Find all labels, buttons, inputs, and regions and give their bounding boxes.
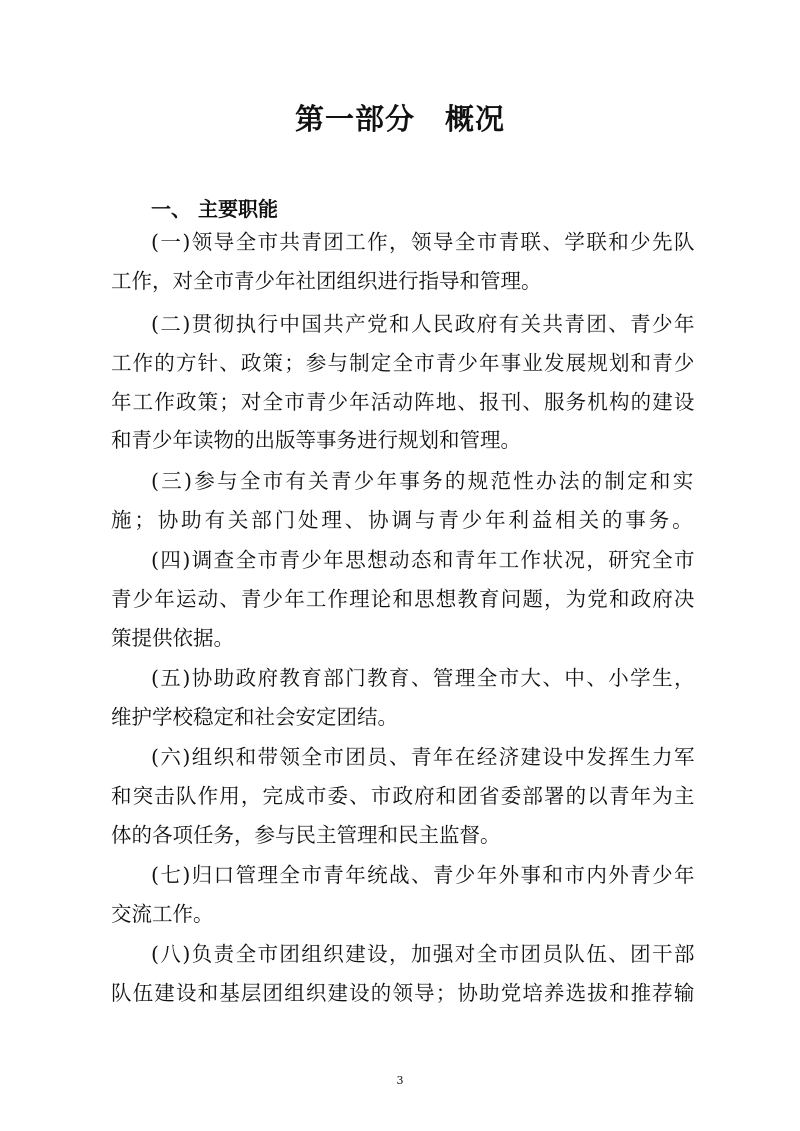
paragraph-2-line-4: 和青少年读物的出版等事务进行规划和管理。	[111, 428, 521, 452]
paragraph-5-line-1: (五)协助政府教育部门教育、管理全市大、中、小学生，	[151, 666, 696, 690]
paragraph-4-line-2: 青少年运动、青少年工作理论和思想教育问题，为党和政府决	[111, 587, 696, 611]
paragraph-8-line-1: (八)负责全市团组织建设，加强对全市团员队伍、团干部	[151, 942, 696, 966]
paragraph-5-line-2: 维护学校稳定和社会安定团结。	[111, 705, 398, 729]
paragraph-6-line-2: 和突击队作用，完成市委、市政府和团省委部署的以青年为主	[111, 784, 696, 808]
paragraph-2-line-3: 年工作政策；对全市青少年活动阵地、报刊、服务机构的建设	[111, 390, 696, 414]
paragraph-7-line-2: 交流工作。	[111, 902, 214, 926]
paragraph-3-line-2: 施；协助有关部门处理、协调与青少年利益相关的事务。	[111, 508, 696, 532]
paragraph-4-line-3: 策提供依据。	[111, 626, 234, 650]
paragraph-8-line-2: 队伍建设和基层团组织建设的领导；协助党培养选拔和推荐输	[111, 981, 696, 1005]
paragraph-6-line-3: 体的各项任务，参与民主管理和民主监督。	[111, 823, 501, 847]
paragraph-3-line-1: (三)参与全市有关青少年事务的规范性办法的制定和实	[151, 469, 696, 493]
paragraph-1-line-1: (一)领导全市共青团工作，领导全市青联、学联和少先队	[151, 230, 696, 254]
paragraph-7-line-1: (七)归口管理全市青年统战、青少年外事和市内外青少年	[151, 863, 696, 887]
section-heading: 一、 主要职能	[151, 197, 278, 221]
paragraph-6-line-1: (六)组织和带领全市团员、青年在经济建设中发挥生力军	[151, 745, 696, 769]
page-title: 第一部分 概况	[294, 102, 505, 136]
paragraph-1-line-2: 工作，对全市青少年社团组织进行指导和管理。	[111, 269, 542, 293]
paragraph-4-line-1: (四)调查全市青少年思想动态和青年工作状况，研究全市	[151, 548, 696, 572]
paragraph-2-line-1: (二)贯彻执行中国共产党和人民政府有关共青团、青少年	[151, 312, 696, 336]
paragraph-2-line-2: 工作的方针、政策；参与制定全市青少年事业发展规划和青少	[111, 351, 696, 375]
page-number: 3	[396, 1074, 404, 1087]
